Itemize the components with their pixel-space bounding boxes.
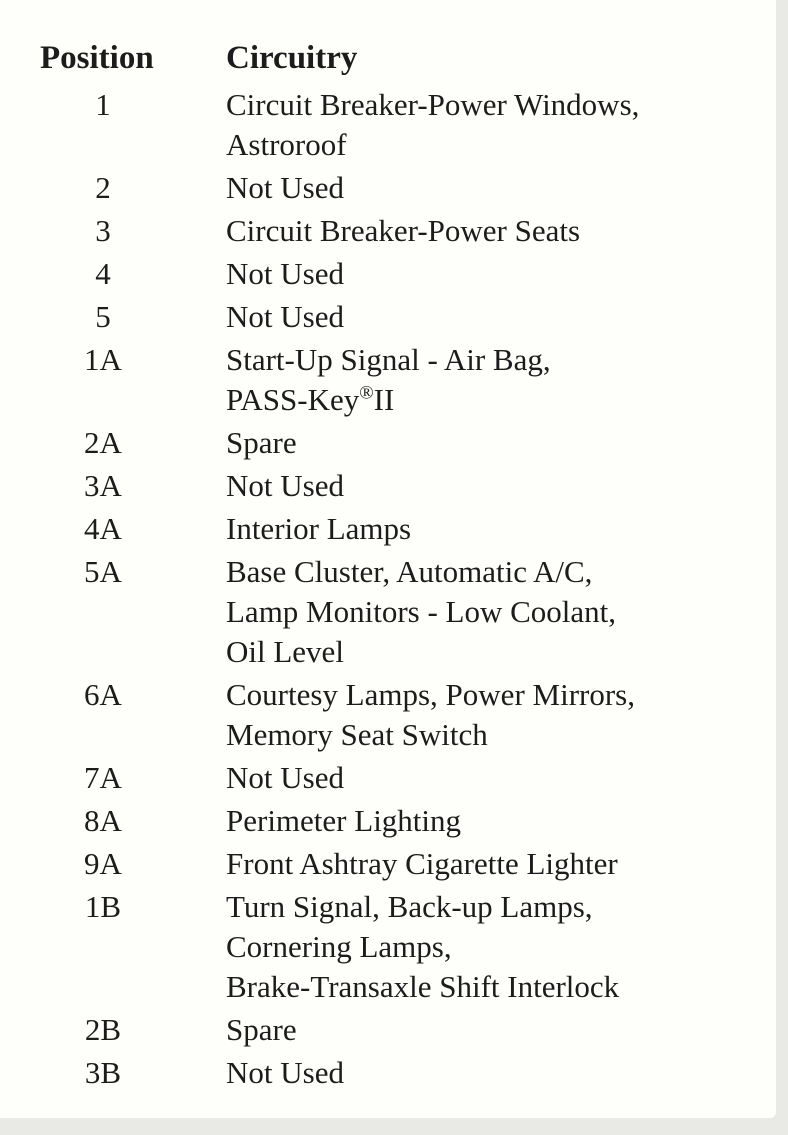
table-row — [0, 1010, 776, 1050]
circuitry-line: Start-Up Signal - Air Bag, — [226, 342, 551, 377]
table-row — [0, 509, 776, 549]
circuitry-cell: Interior Lamps — [226, 511, 412, 546]
circuitry-cell: Courtesy Lamps, Power Mirrors, Memory Seat Switch — [226, 677, 635, 752]
circuitry-cell: Spare — [226, 1012, 297, 1047]
circuitry-cell: Not Used — [226, 256, 344, 291]
table-row — [0, 168, 776, 208]
table-header — [0, 40, 776, 80]
table-row — [0, 340, 776, 420]
position-cell: 2A — [84, 425, 122, 460]
position-cell: 5A — [84, 554, 122, 589]
position-cell: 9A — [84, 846, 122, 881]
position-cell: 2B — [84, 1012, 122, 1047]
position-cell: 6A — [84, 677, 122, 712]
position-cell: 7A — [84, 760, 122, 795]
table-row — [0, 85, 776, 165]
table-row — [0, 758, 776, 798]
passkey-suffix: II — [373, 382, 395, 417]
registered-mark: ® — [359, 382, 374, 404]
circuitry-cell: Perimeter Lighting — [226, 803, 462, 838]
circuitry-line — [226, 382, 394, 417]
table-row — [0, 254, 776, 294]
position-cell: 4 — [95, 256, 111, 291]
table-row — [0, 423, 776, 463]
circuitry-cell: Not Used — [226, 299, 344, 334]
position-cell: 8A — [84, 803, 122, 838]
circuitry-column-header: Circuitry — [226, 40, 358, 76]
table-row — [0, 801, 776, 841]
position-cell: 3B — [84, 1055, 122, 1090]
position-cell: 4A — [84, 511, 122, 546]
table-row — [0, 211, 776, 251]
circuitry-cell: Not Used — [226, 1055, 344, 1090]
position-cell: 1 — [95, 87, 111, 122]
circuitry-cell: Turn Signal, Back-up Lamps, Cornering Lamps, Brake-Transaxle Shift Interlock — [226, 889, 620, 1004]
table-row — [0, 466, 776, 506]
position-cell: 3A — [84, 468, 122, 503]
position-cell: 5 — [95, 299, 111, 334]
position-column-header: Position — [40, 40, 154, 76]
fuse-table — [0, 85, 776, 1096]
circuitry-cell: Not Used — [226, 468, 344, 503]
circuitry-cell: Not Used — [226, 760, 344, 795]
table-row — [0, 887, 776, 1007]
circuitry-cell: Front Ashtray Cigarette Lighter — [226, 846, 618, 881]
table-row — [0, 675, 776, 755]
position-cell: 1B — [84, 889, 122, 924]
table-row — [0, 1053, 776, 1093]
position-cell: 2 — [95, 170, 111, 205]
position-cell: 3 — [95, 213, 111, 248]
circuitry-cell — [226, 340, 776, 420]
circuitry-cell: Spare — [226, 425, 297, 460]
circuitry-cell: Base Cluster, Automatic A/C, Lamp Monitors - Low Coolant, Oil Level — [226, 554, 617, 669]
circuitry-cell: Not Used — [226, 170, 344, 205]
table-row — [0, 297, 776, 337]
passkey-text: PASS-Key — [226, 382, 360, 417]
table-row — [0, 844, 776, 884]
table-row — [0, 552, 776, 672]
position-cell: 1A — [84, 342, 122, 377]
circuitry-cell: Circuit Breaker-Power Seats — [226, 213, 581, 248]
circuitry-cell: Circuit Breaker-Power Windows, Astroroof — [226, 87, 640, 162]
